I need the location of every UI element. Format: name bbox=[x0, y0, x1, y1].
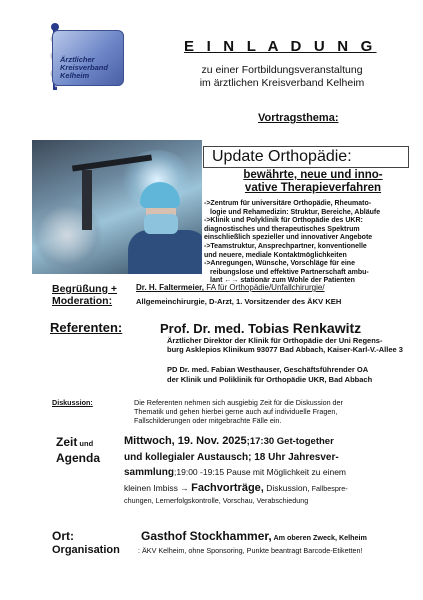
schedule-line-2: und kollegialer Austausch; 18 Uhr Jahresver- bbox=[124, 451, 339, 463]
welcome-line-2: Allgemeinchirurgie, D-Arzt, 1. Vorsitzender des ÄKV KEH bbox=[136, 297, 342, 306]
aekv-logo bbox=[30, 22, 126, 86]
discussion-line: Die Referenten nehmen sich ausgiebig Zeit für die Diskussion der bbox=[134, 398, 343, 407]
schedule-line-1 bbox=[124, 434, 418, 450]
topic-points bbox=[204, 200, 414, 286]
referee-2 bbox=[167, 365, 417, 384]
subtitle-line-1: zu einer Fortbildungsveranstaltung bbox=[201, 64, 363, 76]
referee-1-desc-line-2: burg Asklepios Klinikum 93077 Bad Abbach, Kaiser-Karl-V.-Allee 3 bbox=[167, 345, 403, 354]
page-subtitle bbox=[162, 64, 402, 90]
topic-point: ->Anregungen, Wünsche, Vorschläge für eine bbox=[204, 260, 355, 268]
topic-subhead-line-2: vative Therapieverfahren bbox=[244, 182, 382, 194]
referee-1-description bbox=[167, 336, 417, 354]
logo-text bbox=[60, 56, 122, 80]
discussion-colon: : bbox=[90, 398, 93, 407]
welcome-label bbox=[52, 283, 117, 307]
organisation-label: Organisation bbox=[52, 544, 120, 556]
schedule-line-3 bbox=[124, 465, 418, 481]
organisation-text: : ÄKV Kelheim, ohne Sponsoring, Punkte beantragt Barcode-Etiketten! bbox=[138, 546, 363, 555]
surgeon-photo bbox=[32, 140, 202, 274]
venue-name: Gasthof Stockhammer, bbox=[141, 529, 272, 543]
referee-1-name-first: Prof. Dr. med. Tobias bbox=[160, 321, 293, 336]
discussion-label bbox=[52, 398, 93, 407]
welcome-line-1 bbox=[136, 283, 325, 292]
schedule-label-und: und bbox=[77, 439, 94, 448]
moderator-name: Dr. H. Faltermeier, bbox=[136, 283, 205, 292]
snack-info: kleinen Imbiss → bbox=[124, 482, 192, 493]
topic-point: und neuere, mediale Kontaktmöglichkeiten bbox=[204, 251, 347, 259]
discussion-label-text: Diskussion bbox=[52, 398, 91, 407]
venue-text bbox=[141, 529, 367, 543]
schedule-line-4 bbox=[124, 481, 418, 497]
topic-point: ->Zentrum für universitäre Orthopädie, Rheumato- bbox=[204, 200, 372, 207]
vortragsthema-label: Vortragsthema: bbox=[258, 112, 339, 124]
topic-point: logie und Rehamedizin: Struktur, Bereiche, Abläufe bbox=[210, 208, 381, 216]
logo-line-1: Ärztlicher bbox=[60, 55, 95, 64]
break-info: ;19:00 -19:15 Pause mit Möglichkeit zu einem bbox=[174, 467, 346, 477]
case-item: Fallbespre- bbox=[309, 483, 348, 493]
photo-instrument bbox=[82, 170, 92, 230]
discussion-item: Diskussion, bbox=[263, 482, 310, 493]
photo-gown bbox=[128, 230, 202, 274]
topic-point: ->Klinik und Polyklinik für Orthopädie des UKR: bbox=[204, 217, 363, 225]
referees-label: Referenten: bbox=[50, 320, 123, 335]
topic-title: Update Orthopädie: bbox=[203, 146, 409, 168]
venue-detail: Am oberen Zweck, Kelheim bbox=[271, 533, 367, 542]
referee-1-desc-line-1: Ärztlicher Direktor der Klinik für Orthopädie der Uni Regens- bbox=[167, 336, 383, 345]
welcome-label-1: Begrüßung + bbox=[52, 283, 118, 295]
annual-meeting: sammlung bbox=[124, 467, 175, 478]
photo-mask bbox=[144, 214, 178, 234]
topic-point: reibungslose und effektive Partnerschaft ambu- bbox=[210, 268, 369, 276]
schedule-label-agenda: Agenda bbox=[56, 451, 101, 465]
schedule-text bbox=[124, 434, 418, 506]
referee-2-line-1: PD Dr. med. Fabian Westhauser, Geschäftsführender OA bbox=[167, 365, 369, 374]
page-title: E I N L A D U N G bbox=[184, 38, 377, 55]
topic-point: einschließlich spezieller und innovativer Angebote bbox=[204, 234, 373, 242]
logo-line-3: Kelheim bbox=[60, 71, 90, 80]
referee-2-line-2: der Klinik und Poliklinik für Orthopädie UKR, Bad Abbach bbox=[167, 374, 373, 384]
discussion-line: Thematik und gehen hierbei gerne auch auf individuelle Fragen, bbox=[134, 407, 338, 417]
schedule-line-5: chungen, Lernerfolgskontrolle, Vorschau, Verabschiedung bbox=[124, 496, 309, 505]
discussion-text bbox=[134, 398, 416, 426]
topic-subhead bbox=[218, 169, 408, 195]
talks-label: Fachvorträge, bbox=[191, 481, 264, 494]
discussion-line: Fallschilderungen oder mitgebrachte Fälle ein. bbox=[134, 416, 282, 426]
event-date: Mittwoch, 19. Nov. 2025 bbox=[124, 435, 247, 447]
subtitle-line-2: im ärztlichen Kreisverband Kelheim bbox=[199, 77, 365, 89]
moderator-title: FA für Orthopädie/Unfallchirurgie/ bbox=[204, 283, 325, 292]
topic-point: lant ←→ stationär zum Wohle der Patienten bbox=[210, 277, 355, 285]
topic-point: ->Teamstruktur, Ansprechpartner, konventionelle bbox=[204, 242, 367, 250]
referee-1-name-last: Renkawitz bbox=[292, 320, 362, 336]
topic-subhead-line-1: bewährte, neue und inno- bbox=[243, 169, 383, 181]
logo-line-2: Kreisverband bbox=[60, 63, 108, 72]
schedule-label bbox=[56, 435, 100, 466]
referee-1-name bbox=[160, 320, 361, 336]
topic-point: diagnostisches und therapeutisches Spektrum bbox=[204, 225, 360, 233]
schedule-label-zeit: Zeit bbox=[56, 435, 78, 449]
venue-label: Ort: bbox=[52, 529, 74, 543]
welcome-label-2: Moderation: bbox=[52, 295, 113, 307]
get-together: ;17:30 Get-together bbox=[246, 436, 334, 447]
